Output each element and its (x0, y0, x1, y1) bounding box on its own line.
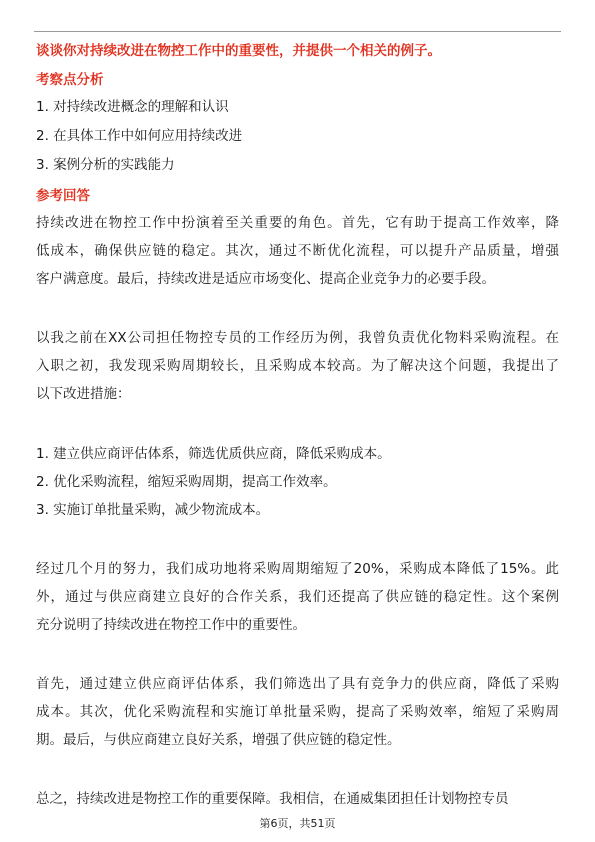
header-rule (34, 31, 561, 32)
paragraph-line: 成本。其次，优化采购流程和实施订单批量采购，提高了采购效率，缩短了采购周 (36, 704, 559, 720)
answer-title: 参考回答 (36, 188, 90, 204)
measure-item: 1. 建立供应商评估体系，筛选优质供应商，降低采购成本。 (36, 446, 391, 462)
page-footer: 第6页，共51页 (259, 817, 336, 830)
paragraph-line: 总之，持续改进是物控工作的重要保障。我相信，在通威集团担任计划物控专员 (36, 791, 509, 807)
paragraph-line: 首先，通过建立供应商评估体系，我们筛选出了具有竞争力的供应商，降低了采购 (36, 676, 559, 692)
paragraph-line: 外，通过与供应商建立良好的合作关系，我们还提高了供应链的稳定性。这个案例 (36, 589, 559, 605)
paragraph-line: 入职之初，我发现采购周期较长，且采购成本较高。为了解决这个问题，我提出了 (36, 358, 559, 374)
analysis-item: 2. 在具体工作中如何应用持续改进 (36, 128, 243, 144)
analysis-item: 1. 对持续改进概念的理解和认识 (36, 99, 229, 115)
paragraph-line: 期。最后，与供应商建立良好关系，增强了供应链的稳定性。 (36, 732, 401, 748)
analysis-title: 考察点分析 (36, 72, 104, 88)
paragraph-line: 低成本，确保供应链的稳定。其次，通过不断优化流程，可以提升产品质量，增强 (36, 243, 559, 259)
question-heading: 谈谈你对持续改进在物控工作中的重要性，并提供一个相关的例子。 (36, 43, 441, 59)
paragraph-line: 客户满意度。最后，持续改进是适应市场变化、提高企业竞争力的必要手段。 (36, 271, 495, 287)
paragraph-line: 持续改进在物控工作中扮演着至关重要的角色。首先，它有助于提高工作效率，降 (36, 215, 559, 231)
measure-item: 2. 优化采购流程，缩短采购周期，提高工作效率。 (36, 474, 337, 490)
paragraph-line: 充分说明了持续改进在物控工作中的重要性。 (36, 617, 306, 633)
paragraph-line: 以下改进措施： (36, 386, 131, 402)
analysis-item: 3. 案例分析的实践能力 (36, 157, 175, 173)
paragraph-line: 以我之前在XX公司担任物控专员的工作经历为例，我曾负责优化物料采购流程。在 (36, 330, 559, 346)
measure-item: 3. 实施订单批量采购，减少物流成本。 (36, 502, 270, 518)
paragraph-line: 经过几个月的努力，我们成功地将采购周期缩短了20%，采购成本降低了15%。此 (36, 561, 559, 577)
